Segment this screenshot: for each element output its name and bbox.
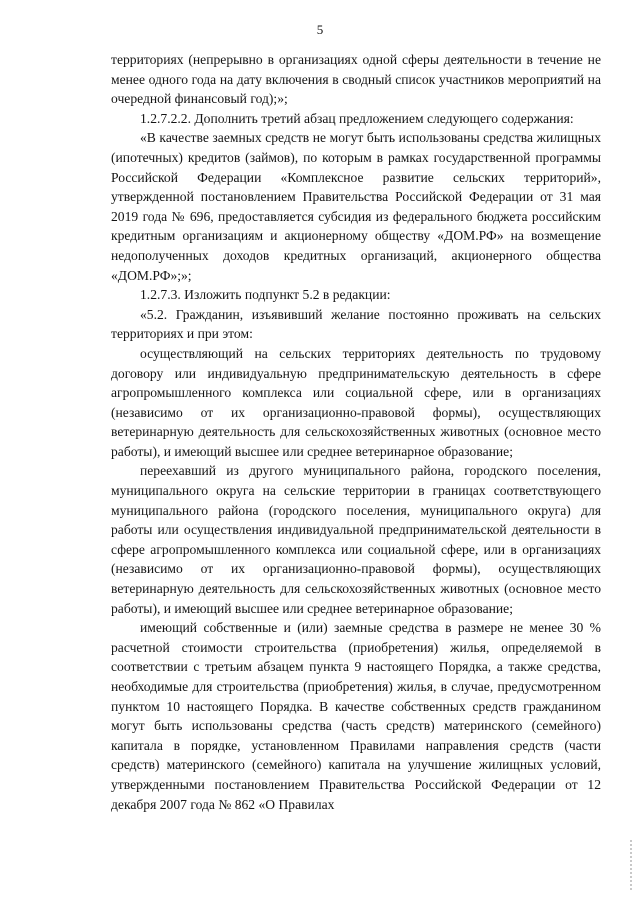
paragraph-1-2-7-2-2: 1.2.7.2.2. Дополнить третий абзац предложением следующего содержания: bbox=[140, 110, 574, 126]
paragraph-continuation: территориях (непрерывно в организациях одной сферы деятельности в течение не менее одного года на дату включения в сводный список участников мероприятий на очередной финансовый год);»; bbox=[111, 52, 601, 107]
page-number: 5 bbox=[316, 22, 324, 37]
scan-margin-mark bbox=[630, 840, 632, 892]
paragraph-1-2-7-3: 1.2.7.3. Изложить подпункт 5.2 в редакции: bbox=[140, 287, 391, 303]
paragraph-own-funds: имеющий собственные и (или) заемные средства в размере не менее 30 % расчетной стоимости строительства (приобретения) жилья, определяемой в соответствии с третьим абзацем пункта 9 настоящего Порядка, а также средства, необходимые для строительства (приобретения) жилья, в случае, предусмотренном пунктом 10 настоящего Порядка. В качестве собственных средств гражданином могут быть использованы средства (часть средств) материнского (семейного) капитала в порядке, установленном Правилами направления средств (части средств) материнского (семейного) капитала на улучшение жилищных условий, утвержденными постановлением Правительства Российской Федерации от 12 декабря 2007 года № 862 «О Правилах bbox=[111, 620, 601, 812]
paragraph-working-citizen: осуществляющий на сельских территориях деятельность по трудовому договору или индивидуальную предпринимательскую деятельность в сфере агропромышленного комплекса или социальной сфере, или в организациях (независимо от их организационно-правовой формы), осуществляющих ветеринарную деятельность для сельскохозяйственных животных (основное место работы), и имеющий высшее или среднее ветеринарное образование; bbox=[111, 345, 601, 459]
paragraph-relocated-citizen: переехавший из другого муниципального района, городского поселения, муниципального округа на сельские территории в границах соответствующего муниципального района (городского поселения, муниципального округа) для работы или осуществления индивидуальной предпринимательской деятельности в сфере агропромышленного комплекса или социальной сфере, или в организациях (независимо от их организационно-правовой формы), осуществляющих ветеринарную деятельность для сельскохозяйственных животных (основное место работы), и имеющий высшее или среднее ветеринарное образование; bbox=[111, 463, 601, 616]
paragraph-5-2: «5.2. Гражданин, изъявивший желание постоянно проживать на сельских территориях и при этом: bbox=[111, 306, 601, 342]
document-body bbox=[111, 50, 601, 814]
paragraph-loan-funds: «В качестве заемных средств не могут быть использованы средства жилищных (ипотечных) кредитов (займов), по которым в рамках государственной программы Российской Федерации «Комплексное развитие сельских территорий», утвержденной постановлением Правительства Российской Федерации от 31 мая 2019 года № 696, предоставляется субсидия из федерального бюджета российским кредитным организациям и акционерному обществу «ДОМ.РФ» на возмещение недополученных доходов кредитных организаций, акционерного общества «ДОМ.РФ»;»; bbox=[111, 130, 601, 283]
